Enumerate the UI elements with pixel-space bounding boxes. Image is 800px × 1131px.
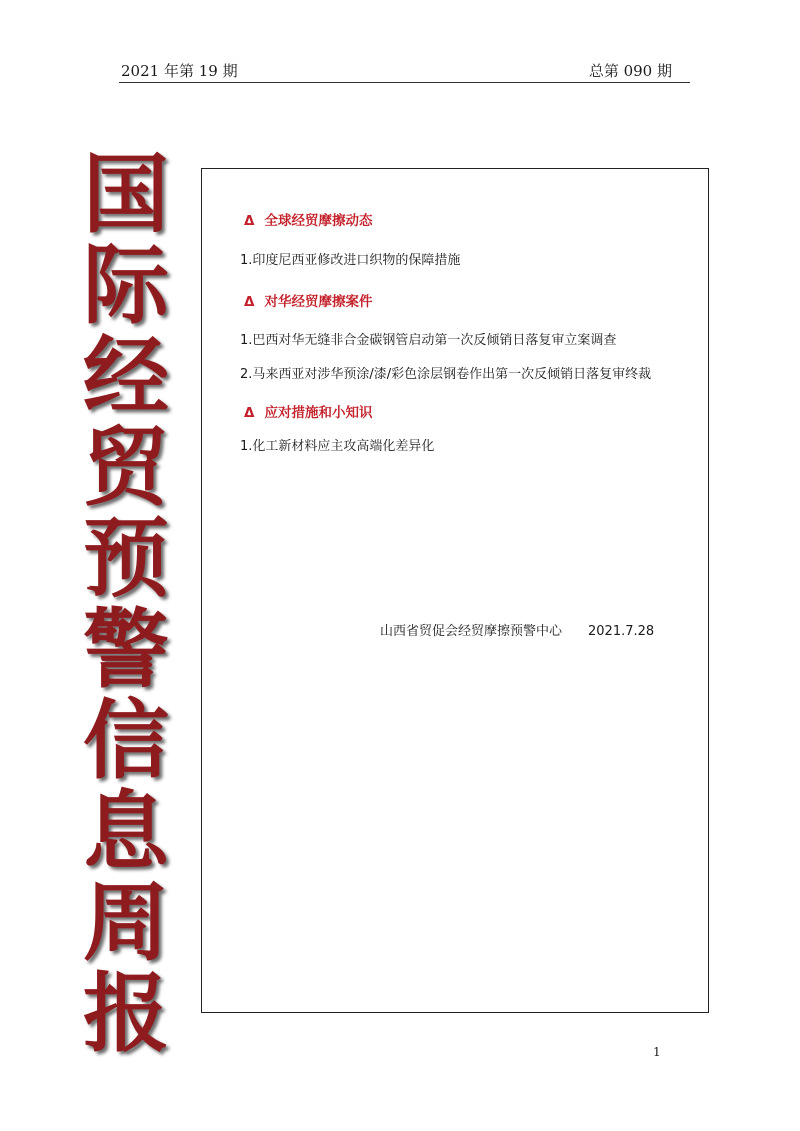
list-item: 1.巴西对华无缝非合金碳钢管启动第一次反倾销日落复审立案调查 [240,333,617,348]
title-char: 报 [83,964,169,1064]
section-title [244,290,372,310]
issue-year: 2021 年第 19 期 [121,62,238,80]
section-global-dynamics [244,209,372,229]
title-char: 警 [83,600,169,700]
title-char: 贸 [83,418,169,518]
section-title [244,209,372,229]
publisher: 山西省贸促会经贸摩擦预警中心 [380,624,563,639]
contents-box [201,168,709,1013]
section-china-cases [244,290,372,310]
publish-date: 2021.7.28 [588,624,655,639]
list-item: 1.印度尼西亚修改进口织物的保障措施 [240,253,461,268]
title-char: 息 [83,782,169,882]
delta-marker-icon: Δ [244,405,255,421]
title-char: 际 [83,236,169,336]
section-measures [244,401,372,421]
title-char: 经 [83,327,169,427]
section-title [244,401,372,421]
title-char: 信 [83,691,169,791]
title-char: 周 [83,873,169,973]
delta-marker-icon: Δ [244,213,255,229]
section-title-text: 对华经贸摩擦案件 [264,294,373,310]
issue-total: 总第 090 期 [588,62,672,80]
page-header [119,58,690,83]
list-item: 2.马来西亚对涉华预涂/漆/彩色涂层钢卷作出第一次反倾销日落复审终裁 [240,367,652,382]
section-title-text: 全球经贸摩擦动态 [264,213,373,229]
publisher-line [380,620,654,639]
title-char: 国 [83,145,169,245]
list-item: 1.化工新材料应主攻高端化差异化 [240,439,435,454]
vertical-title [70,145,182,1064]
delta-marker-icon: Δ [244,294,255,310]
title-char: 预 [83,509,169,609]
page-number: 1 [653,1045,661,1059]
section-title-text: 应对措施和小知识 [264,405,373,421]
